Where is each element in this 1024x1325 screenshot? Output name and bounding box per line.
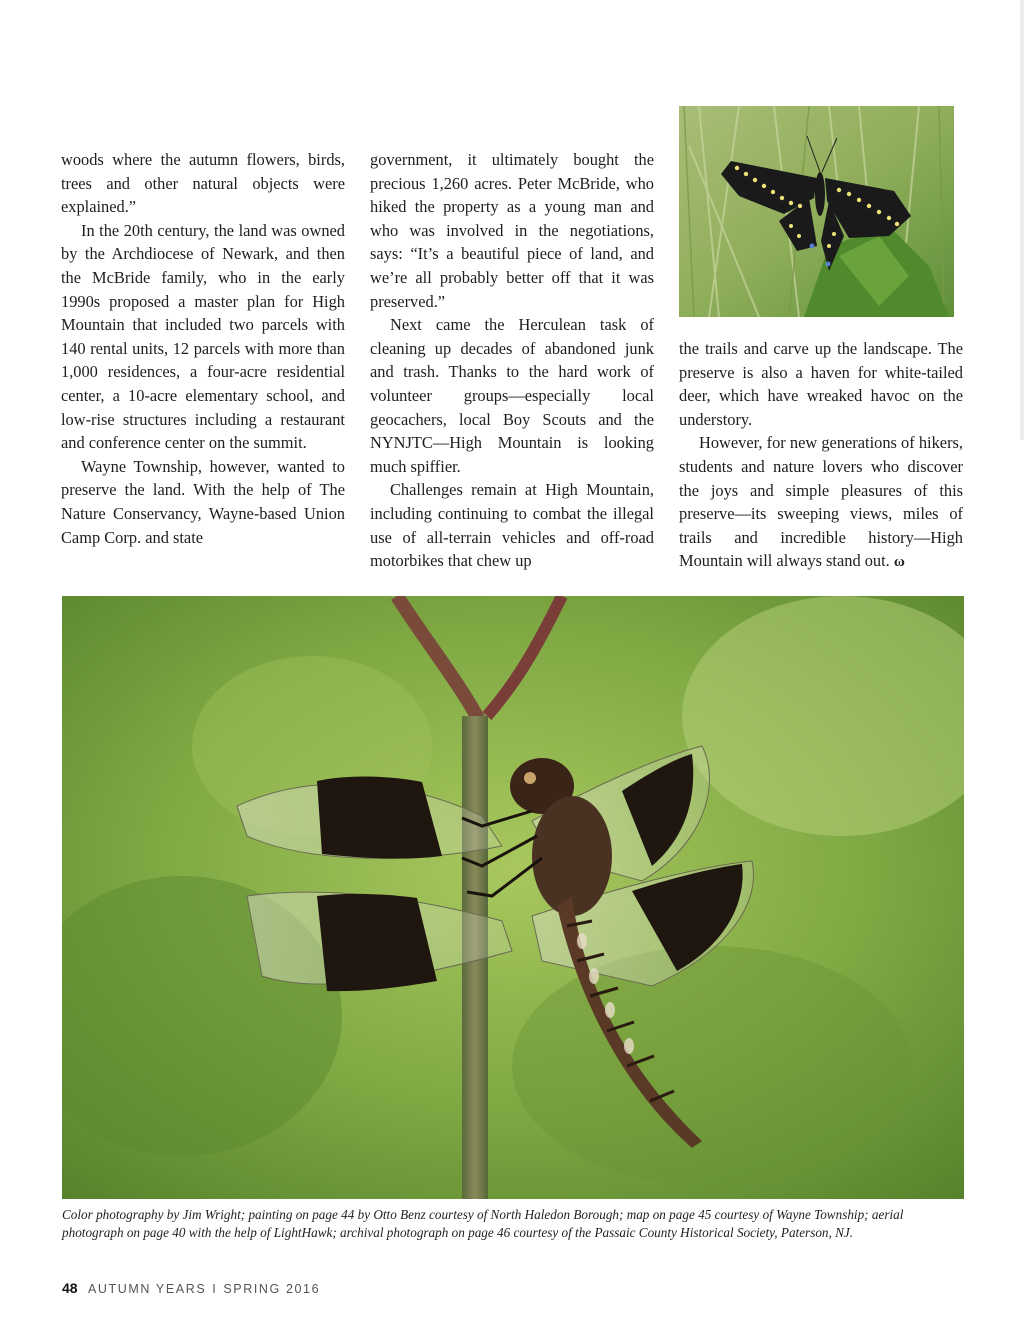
publication-name: AUTUMN YEARS [87,1282,207,1296]
issue-date: SPRING 2016 [223,1282,321,1296]
closing-paragraph-text: However, for new generations of hikers, students and nature lovers who discover the joys and simple pleasures of this preserve—its sweeping views, miles of trails and incredible history—High Mountain will always stand out. [679,433,963,571]
page-edge-shadow [1020,0,1024,440]
photo-credits: Color photography by Jim Wright; painting on page 44 by Otto Benz courtesy of North Haledon Borough; map on page 45 courtesy of Wayne Township; aerial photograph on page 40 with the help of LightHawk; archival photograph on page 46 courtesy of the Passaic County Historical Society, Paterson, NJ. [62,1207,904,1240]
paragraph: the trails and carve up the landscape. The preserve is also a haven for white-tailed deer, which have wreaked havoc on the understory. [679,339,963,429]
paragraph: Next came the Herculean task of cleaning up decades of abandoned junk and trash. Thanks to the hard work of volunteer groups—especially local geocachers, local Boy Scouts and the NYNJTC—High Mountain is looking much spiffier. [370,315,654,476]
paragraph: In the 20th century, the land was owned by the Archdiocese of Newark, and then the McBride family, who in the early 1990s proposed a master plan for High Mountain that included two parcels with 140 rental units, 12 parcels with more than 1,000 residences, a four-acre residential center, a 10-acre elementary school, and low-rise structures including a restaurant and conference center on the summit. [61,220,345,453]
paragraph: government, it ultimately bought the precious 1,260 acres. Peter McBride, who hiked the property as a young man and who was involved in the negotiations, says: “It’s a beautiful piece of land, and we’re all probably better off that it was preserved.” [370,150,654,311]
footer-separator: I [212,1282,218,1296]
paragraph: Challenges remain at High Mountain, including continuing to combat the illegal use of all-terrain vehicles and off-road motorbikes that chew up [370,480,654,571]
page-footer [62,1280,320,1296]
text-column-2 [370,148,654,573]
paragraph: woods where the autumn flowers, birds, trees and other natural objects were explained.” [61,150,345,217]
dragonfly-photo [62,596,964,1199]
paragraph [679,431,963,575]
end-mark-icon: ω [893,554,904,571]
page-number: 48 [62,1280,78,1296]
text-column-1 [61,148,345,549]
paragraph: Wayne Township, however, wanted to preserve the land. With the help of The Nature Conservancy, Wayne-based Union Camp Corp. and state [61,456,345,547]
text-column-3 [679,337,963,575]
butterfly-photo [679,106,954,317]
